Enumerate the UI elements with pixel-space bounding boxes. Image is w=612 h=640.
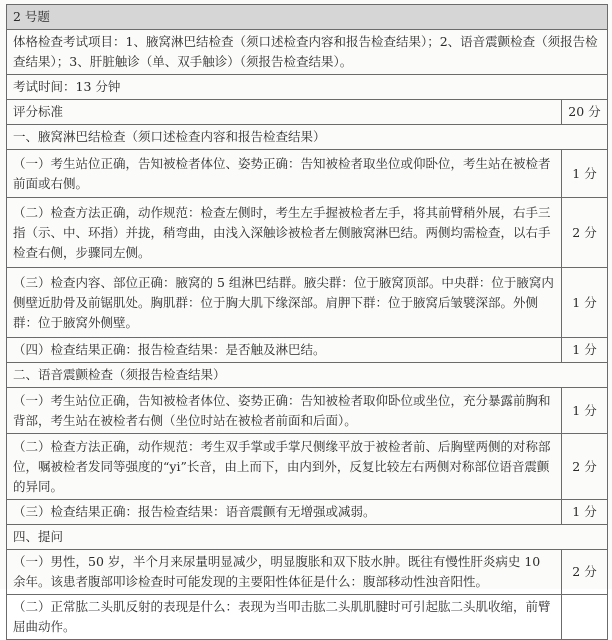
- section-title: 二、语音震颤检查（须报告检查结果）: [7, 363, 608, 388]
- scoring-table: [6, 4, 608, 640]
- criterion-score: 2 分: [562, 550, 608, 595]
- question-number: 2 号题: [7, 5, 608, 30]
- criterion-text: （一）男性，50 岁，半个月来尿量明显减少，明显腹胀和双下肢水肿。既往有慢性肝炎病史 10 余年。该患者腹部叩诊检查时可能发现的主要阳性体征是什么：腹部移动性浊音阳性。: [7, 550, 562, 595]
- criterion-score: 1 分: [562, 500, 608, 525]
- standard-label: 评分标准: [7, 100, 562, 125]
- criterion-score: 1 分: [562, 150, 608, 198]
- criterion-score: 1 分: [562, 388, 608, 434]
- exam-project: 体格检查考试项目：1、腋窝淋巴结检查（须口述检查内容和报告检查结果）；2、语音震颤检查（须报告检查结果）；3、肝脏触诊（单、双手触诊）（须报告检查结果）。: [7, 30, 608, 75]
- criterion-text: （一）考生站位正确，告知被检者体位、姿势正确：告知被检者取仰卧位或坐位，充分暴露前胸和背部，考生站在被检者右侧（坐位时站在被检者前面和后面）。: [7, 388, 562, 434]
- section-title: 四、提问: [7, 525, 608, 550]
- criterion-score: 2 分: [562, 434, 608, 500]
- criterion-text: （二）正常肱二头肌反射的表现是什么：表现为当叩击肱二头肌肌腱时可引起肱二头肌收缩，前臂屈曲动作。: [7, 595, 562, 640]
- exam-time: 考试时间：13 分钟: [7, 75, 608, 100]
- total-score: 20 分: [562, 100, 608, 125]
- criterion-text: （三）检查结果正确：报告检查结果：语音震颤有无增强或减弱。: [7, 500, 562, 525]
- criterion-score: 2 分: [562, 198, 608, 268]
- criterion-text: （四）检查结果正确：报告检查结果：是否触及淋巴结。: [7, 338, 562, 363]
- section-title: 一、腋窝淋巴结检查（须口述检查内容和报告检查结果）: [7, 125, 608, 150]
- criterion-score: [562, 595, 608, 640]
- criterion-text: （三）检查内容、部位正确：腋窝的 5 组淋巴结群。腋尖群：位于腋窝顶部。中央群：位于腋窝内侧壁近肋骨及前锯肌处。胸肌群：位于胸大肌下缘深部。肩胛下群：位于腋窝后皱襞深部。外侧群：位于腋窝外侧壁。: [7, 268, 562, 338]
- criterion-text: （二）检查方法正确，动作规范：检查左侧时，考生左手握被检者左手，将其前臂稍外展，右手三指（示、中、环指）并拢，稍弯曲，由浅入深触诊被检者左侧腋窝淋巴结。两侧均需检查，以右手检查右侧，步骤同左侧。: [7, 198, 562, 268]
- criterion-text: （一）考生站位正确，告知被检者体位、姿势正确：告知被检者取坐位或仰卧位，考生站在被检者前面或右侧。: [7, 150, 562, 198]
- criterion-text: （二）检查方法正确，动作规范：考生双手掌或手掌尺侧缘平放于被检者前、后胸壁两侧的对称部位，嘱被检者发同等强度的“yi”长音，由上而下，由内到外，反复比较左右两侧对称部位语音震颤的异同。: [7, 434, 562, 500]
- criterion-score: 1 分: [562, 268, 608, 338]
- criterion-score: 1 分: [562, 338, 608, 363]
